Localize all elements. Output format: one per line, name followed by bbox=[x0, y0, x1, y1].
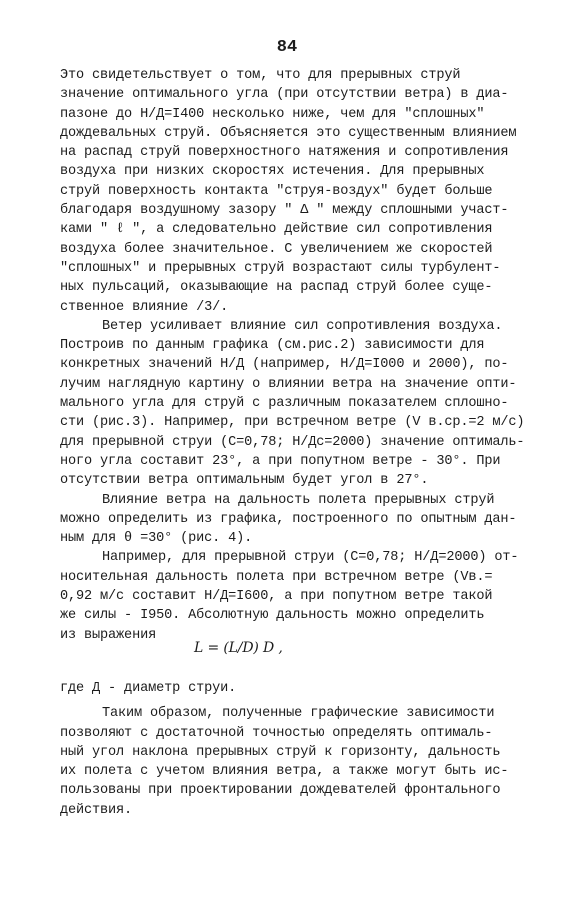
page-number: 84 bbox=[276, 38, 298, 57]
text-line: Ветер усиливает влияние сил сопротивления воздуха. bbox=[102, 318, 503, 334]
paragraph-1 bbox=[60, 66, 560, 317]
text-line: Таким образом, полученные графические зависимости bbox=[102, 706, 495, 722]
text-line: значение оптимального угла (при отсутствии ветра) в диа- bbox=[60, 87, 509, 103]
text-line: отсутствии ветра оптимальным будет угол в 27°. bbox=[60, 473, 429, 489]
text-line: конкретных значений Н/Д (например, Н/Д=I000 и 2000), по- bbox=[60, 357, 509, 373]
text-line: для прерывной струи (С=0,78; Н/Дс=2000) значение оптималь- bbox=[60, 434, 525, 450]
paragraph-5 bbox=[60, 704, 560, 820]
text-line: из выражения bbox=[60, 627, 157, 643]
text-line: где Д - диаметр струи. bbox=[60, 680, 237, 696]
text-line: ным для θ =30° (рис. 4). bbox=[60, 531, 253, 547]
text-line: воздуха более значительное. С увеличением же скоростей bbox=[60, 241, 493, 257]
text-line: лучим наглядную картину о влиянии ветра на значение опти- bbox=[60, 376, 517, 392]
text-line: мального угла для струй с различным показателем сплошно- bbox=[60, 396, 509, 412]
text-line: ных пульсаций, оказывающие на распад струй более суще- bbox=[60, 280, 493, 296]
text-line: их полета с учетом влияния ветра, а также могут быть ис- bbox=[60, 764, 509, 780]
text-line: же силы - I950. Абсолютную дальность можно определить bbox=[60, 608, 485, 624]
text-line: струй поверхность контакта "струя-воздух" будет больше bbox=[60, 183, 493, 199]
text-line: воздуха при низких скоростях истечения. Для прерывных bbox=[60, 164, 485, 180]
text-line: "сплошных" и прерывных струй возрастают силы турбулент- bbox=[60, 260, 501, 276]
text-line: можно определить из графика, построенного по опытным дан- bbox=[60, 511, 517, 527]
text-line: ственное влияние /3/. bbox=[60, 299, 229, 315]
paragraph-4 bbox=[60, 548, 560, 698]
text-line: благодаря воздушному зазору " Δ " между сплошными участ- bbox=[60, 203, 509, 219]
paragraph-3 bbox=[60, 491, 560, 549]
formula: L = (L/D) D , bbox=[194, 639, 283, 656]
text-line: Влияние ветра на дальность полета прерывных струй bbox=[102, 492, 495, 508]
text-line: 0,92 м/с составит Н/Д=I600, а при попутном ветре такой bbox=[60, 589, 493, 605]
text-line: ного угла составит 23°, а при попутном ветре - 30°. При bbox=[60, 453, 501, 469]
text-line: позволяют с достаточной точностью определять оптималь- bbox=[60, 725, 493, 741]
text-line: Построив по данным графика (см.рис.2) зависимости для bbox=[60, 338, 485, 354]
text-line: пазоне до Н/Д=I400 несколько ниже, чем для "сплошных" bbox=[60, 106, 485, 122]
text-line: носительная дальность полета при встречном ветре (Vв.= bbox=[60, 569, 493, 585]
formula-row bbox=[60, 639, 560, 679]
text-line: сти (рис.3). Например, при встречном ветре (V в.ср.=2 м/с) bbox=[60, 415, 525, 431]
text-line: на распад струй поверхностного натяжения и сопротивления bbox=[60, 145, 509, 161]
document-body bbox=[60, 66, 560, 820]
text-line: Например, для прерывной струи (С=0,78; Н/Д=2000) от- bbox=[102, 550, 519, 566]
text-line: Это свидетельствует о том, что для прерывных струй bbox=[60, 68, 461, 83]
text-line: ками " ℓ ", а следовательно действие сил сопротивления bbox=[60, 222, 493, 238]
paragraph-2 bbox=[60, 317, 560, 491]
text-line: пользованы при проектировании дождевателей фронтального bbox=[60, 783, 501, 799]
text-line: дождевальных струй. Объясняется это существенным влиянием bbox=[60, 125, 517, 141]
text-line: ный угол наклона прерывных струй к горизонту, дальность bbox=[60, 744, 501, 760]
text-line: действия. bbox=[60, 802, 133, 818]
